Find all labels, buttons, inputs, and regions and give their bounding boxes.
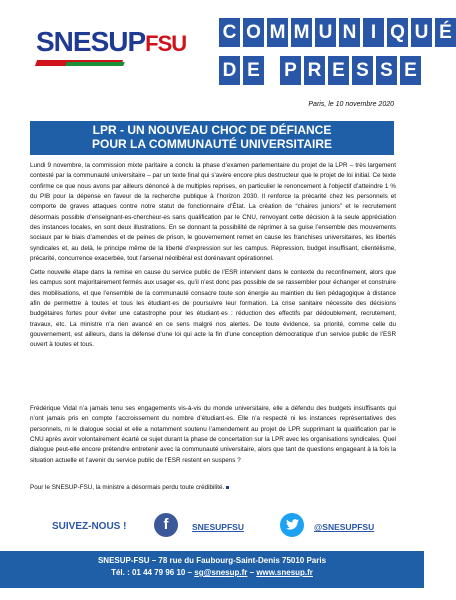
communique-letter-box: M — [267, 18, 288, 47]
word-gap — [267, 56, 277, 85]
footer-separator: – — [247, 568, 257, 577]
footer-contact-line — [0, 567, 424, 579]
logo-fsu-text: FSU — [145, 31, 187, 56]
communique-letter-box: M — [291, 18, 312, 47]
footer-email-link[interactable]: sg@snesup.fr — [194, 568, 248, 577]
de-presse-heading — [219, 56, 421, 85]
communique-letter-box: Q — [387, 18, 408, 47]
title-line-1: LPR - UN NOUVEAU CHOC DE DÉFIANCE — [92, 123, 332, 137]
facebook-icon[interactable]: f — [154, 513, 178, 537]
title-line-2: POUR LA COMMUNAUTÉ UNIVERSITAIRE — [92, 137, 332, 151]
contact-footer — [0, 551, 424, 588]
paragraph-4 — [30, 483, 396, 493]
presse-letter-box: E — [400, 56, 421, 85]
facebook-link[interactable]: SNESUPFSU — [192, 522, 244, 532]
communique-letter-box: U — [411, 18, 432, 47]
footer-website-link[interactable]: www.snesup.fr — [256, 568, 313, 577]
communique-heading — [219, 18, 456, 47]
follow-us-label: SUIVEZ-NOUS ! — [52, 521, 127, 532]
presse-letter-box: D — [219, 56, 240, 85]
twitter-icon[interactable] — [280, 513, 304, 537]
logo-green-stripe — [65, 62, 124, 66]
presse-letter-box: P — [280, 56, 301, 85]
presse-letter-box: R — [304, 56, 325, 85]
communique-letter-box: O — [243, 18, 264, 47]
paragraph-1: Lundi 9 novembre, la commission mixte paritaire a conclu la phase d’examen parlementaire du projet de la LPR – très largement contesté par la communauté universitaire – par un texte final qui s’avère encore plus destructeur que le projet de loi initial. Ce texte confirme ce que nous avons par ailleurs dénoncé à de multiples reprises, en particulier le renoncement à l’objectif d’atteindre 1 % du PIB pour la dépense en faveur de la recherche publique à l’horizon 2030. Il renforce la précarité chez les personnels et comporte de graves attaques contre notre statut de fonctionnaire d’État. La création de “chaires juniors” et le recrutement désormais possible d’enseignant-es-chercheur-es sans qualification par le CNU, renvoyant cette décision à la seule appréciation des instances locales, en sont deux illustrations. En se donnant la possibilité de réprimer à sa guise l’ensemble des mouvements sociaux par le biais d’amendes et de peines de prison, le gouvernement remet en cause les franchises universitaires, les libertés syndicales et, au delà, le principe même de la liberté d’expression sur les campus. Répression, budget insuffisant, clientélisme, précarité, concurrence exacerbée, tout l’arsenal néolibéral est dorénavant opérationnel. — [30, 162, 396, 263]
logo-snesup-text: SNESUP — [36, 26, 146, 57]
presse-letter-box: E — [243, 56, 264, 85]
communique-letter-box: N — [339, 18, 360, 47]
snesup-fsu-logo — [36, 18, 187, 70]
communique-letter-box: C — [219, 18, 240, 47]
paragraph-3: Frédérique Vidal n’a jamais tenu ses engagements vis-à-vis du monde universitaire, elle a défendu des budgets insuffisants qui n’ont jamais pris en compte l’accroissement du nombre d’étudiant·es. Elle n’a respecté ni les instances représentatives des personnels, ni le dialogue social et elle a notamment soutenu l’amendement au projet de LPR supprimant la qualification par le CNU après avoir volontairement écarté ce sujet durant la phase de concertation sur la LPR avec les organisations syndicales. Quel dialogue peut-elle encore prétendre entretenir avec la communauté universitaire, alors que tant de questions engageant à la fois la situation actuelle et l’avenir du service public de l’ESR restent en suspens ? — [30, 405, 396, 464]
presse-letter-box: S — [376, 56, 397, 85]
presse-letter-box: E — [328, 56, 349, 85]
twitter-link[interactable]: @SNESUPFSU — [314, 522, 375, 532]
end-square-icon — [226, 486, 229, 489]
communique-letter-box: I — [363, 18, 384, 47]
presse-letter-box: S — [352, 56, 373, 85]
footer-address: SNESUP-FSU – 78 rue du Faubourg-Saint-Denis 75010 Paris — [97, 556, 327, 565]
communique-letter-box: U — [315, 18, 336, 47]
communique-letter-box: É — [435, 18, 456, 47]
paragraph-2: Cette nouvelle étape dans la remise en cause du service public de l’ESR intervient dans le contexte du reconfinement, alors que les campus sont majoritairement fermés aux usager·es, qu’il n’est donc pas possible de se rassembler pour échanger et construire des mobilisations, et que l’ensemble de la communauté consacre toute son énergie au maintien du lien pédagogique à distance afin de permettre à toutes et tous les étudiant·es de poursuivre leur formation. La crise sanitaire nécessite des décisions budgétaires fortes pour éviter une catastrophe pour les étudiant·es : réduction des effectifs par dédoublement, recrutement, travaux, etc. La ministre n’a rien avancé en ce sens malgré nos alertes. De toute évidence, sa priorité, comme celle du gouvernement, est ailleurs, dans la défense d’une loi qui acte la fin d’une conception démocratique d’un service public de l’ESR ouvert à toutes et tous. — [30, 269, 396, 349]
press-release-title — [30, 121, 394, 155]
date-line: Paris, le 10 novembre 2020 — [308, 101, 394, 108]
footer-phone: Tél. : 01 44 79 96 10 – — [111, 568, 193, 577]
conclusion-text: Pour le SNESUP-FSU, la ministre a désormais perdu toute crédibilité. — [30, 484, 225, 491]
